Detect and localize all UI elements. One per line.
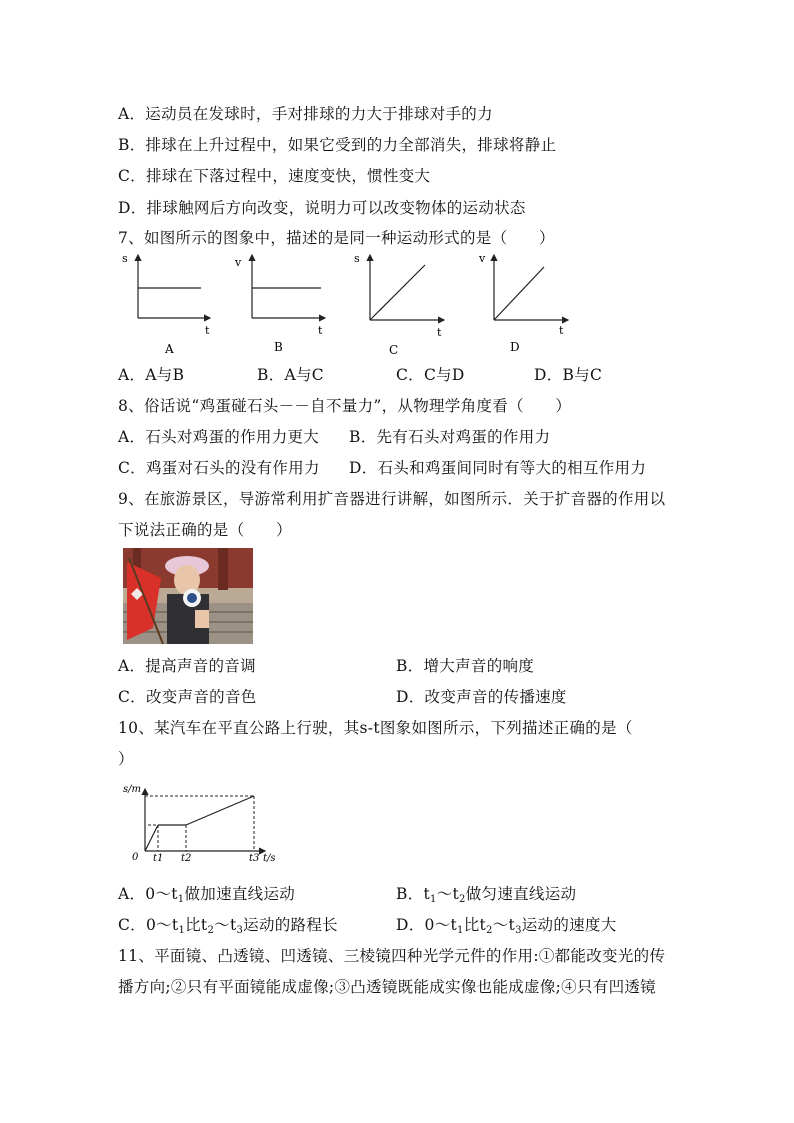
- q10-option-c: C．$0\sim t_1$比$t_2\sim t_3$运动的路程长: [118, 916, 338, 936]
- tour-guide-megaphone-photo: [123, 548, 253, 644]
- graph-d-label: D: [510, 340, 520, 354]
- graph-a-label: A: [165, 342, 174, 356]
- q7-option-d: D．B与C: [534, 366, 603, 384]
- q7-option-a: A．A与B: [118, 366, 185, 384]
- q6-option-c: C．排球在下落过程中，速度变快，惯性变大: [118, 167, 431, 185]
- graph-b-y-label: v: [235, 256, 242, 269]
- q8-stem: 8、俗话说“鸡蛋碰石头－－自不量力”，从物理学角度看（ ）: [118, 397, 572, 415]
- q10-option-d: D．$0\sim t_1$比$t_2\sim t_3$运动的速度大: [396, 916, 617, 936]
- graph-b: [234, 255, 325, 354]
- q8-option-c: C．鸡蛋对石头的没有作用力: [118, 459, 320, 477]
- q8-option-d: D．石头和鸡蛋间同时有等大的相互作用力: [349, 459, 647, 477]
- graph-d-x-label: t: [559, 324, 564, 337]
- q7-option-c: C．C与D: [396, 366, 465, 384]
- graph-b-label: B: [274, 340, 283, 354]
- q10-graph-origin: 0: [132, 852, 139, 863]
- q10-graph-tick-t3: t3: [249, 853, 260, 864]
- graph-a-x-label: t: [205, 324, 210, 337]
- graph-c-x-label: t: [437, 326, 442, 339]
- q10-graph-y-label: s/m: [123, 784, 141, 795]
- q6-option-a: A．运动员在发球时，手对排球的力大于排球对手的力: [118, 105, 493, 123]
- q9-option-d: D．改变声音的传播速度: [396, 688, 567, 706]
- q9-option-c: C．改变声音的音色: [118, 688, 257, 706]
- q9-stem-line2: 下说法正确的是（ ）: [118, 521, 292, 539]
- graph-a: [122, 252, 210, 356]
- q11-line1: 11、平面镜、凸透镜、凹透镜、三棱镜四种光学元件的作用:①都能改变光的传: [118, 947, 666, 965]
- q9-option-b: B．增大声音的响度: [396, 657, 535, 675]
- q8-option-a: A．石头对鸡蛋的作用力更大: [118, 428, 320, 446]
- graph-d: [478, 252, 568, 354]
- q7-stem: 7、如图所示的图象中，描述的是同一种运动形式的是（ ）: [118, 229, 555, 247]
- q10-stem-line2: ）: [118, 750, 134, 768]
- q9-stem-line1: 9、在旅游景区，导游常利用扩音器进行讲解，如图所示．关于扩音器的作用以: [118, 490, 666, 508]
- graph-c-label: C: [389, 343, 399, 357]
- graph-a-y-label: s: [122, 252, 128, 265]
- q8-option-b: B．先有石头对鸡蛋的作用力: [349, 428, 551, 446]
- graph-b-x-label: t: [318, 324, 323, 337]
- graph-d-y-label: v: [479, 252, 486, 265]
- q10-graph-tick-t2: t2: [181, 853, 192, 864]
- q10-graph-tick-t1: t1: [153, 853, 164, 864]
- graph-c: [354, 252, 444, 357]
- q10-option-b: B．$t_1\sim t_2$做匀速直线运动: [396, 885, 577, 905]
- q10-stem-line1: 10、某汽车在平直公路上行驶，其s-t图象如图所示，下列描述正确的是（: [118, 719, 633, 737]
- q10-option-a: A．$0\sim t_1$做加速直线运动: [118, 885, 296, 905]
- q11-line2: 播方向;②只有平面镜能成虚像;③凸透镜既能成实像也能成虚像;④只有凹透镜: [118, 978, 656, 996]
- q10-st-graph: [118, 780, 288, 868]
- q7-option-b: B．A与C: [257, 366, 324, 384]
- graph-c-y-label: s: [354, 252, 360, 265]
- q6-option-d: D．排球触网后方向改变，说明力可以改变物体的运动状态: [118, 199, 526, 217]
- q9-option-a: A．提高声音的音调: [118, 657, 256, 675]
- q7-graphs: [118, 250, 578, 360]
- q6-option-b: B．排球在上升过程中，如果它受到的力全部消失，排球将静止: [118, 136, 557, 154]
- q10-graph-x-label: t/s: [263, 853, 276, 864]
